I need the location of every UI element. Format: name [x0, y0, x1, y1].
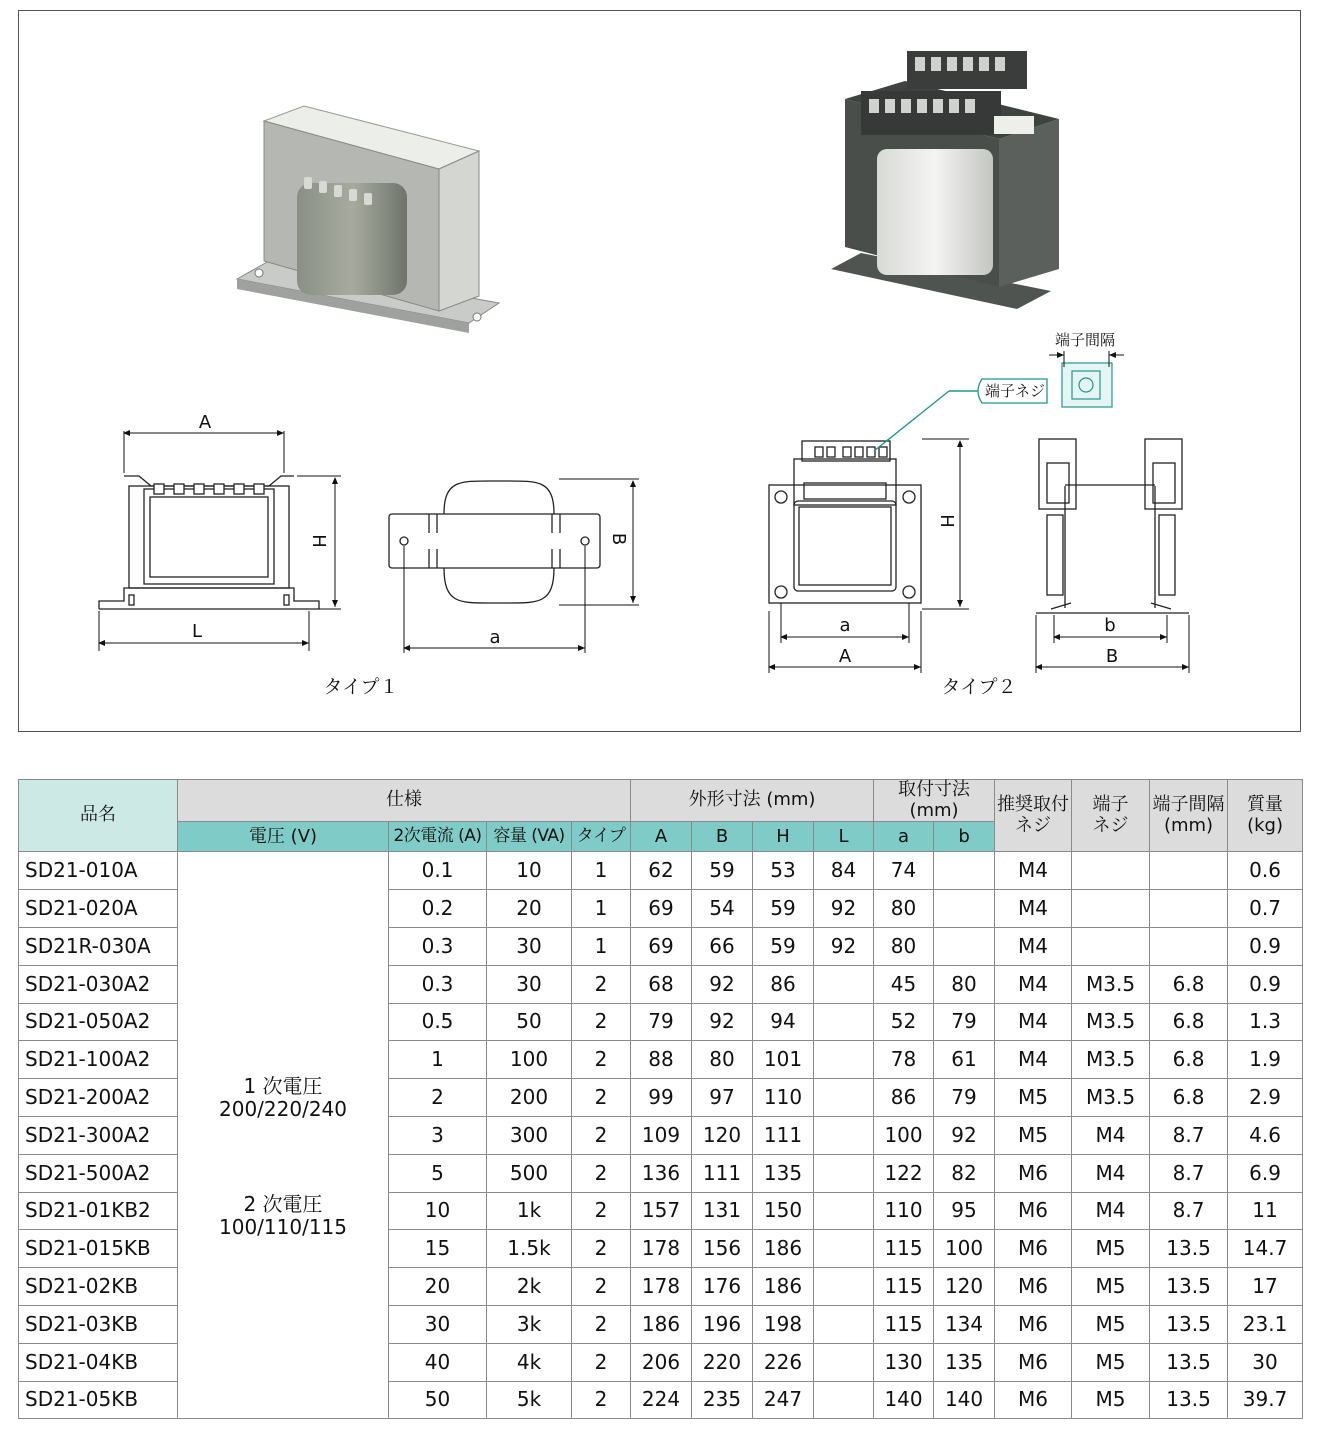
cell-product-name: SD21-020A	[19, 890, 178, 928]
cell-mount-screw: M6	[995, 1230, 1072, 1268]
table-body	[19, 852, 1303, 1419]
cell-dim-A: 224	[631, 1381, 692, 1419]
cell-mount-screw: M6	[995, 1343, 1072, 1381]
cell-dim-B: 235	[692, 1381, 753, 1419]
cell-terminal-screw	[1072, 890, 1150, 928]
cell-type: 2	[572, 1041, 631, 1079]
cell-dim-a: 115	[874, 1268, 934, 1306]
cell-terminal-screw: M3.5	[1072, 1079, 1150, 1117]
cell-product-name: SD21-015KB	[19, 1230, 178, 1268]
cell-secondary-current: 15	[389, 1230, 487, 1268]
type1-top-view	[389, 481, 600, 603]
cell-dim-A: 69	[631, 890, 692, 928]
cell-secondary-current: 3	[389, 1116, 487, 1154]
header-outer-dims: 外形寸法 (mm)	[631, 780, 874, 822]
cell-mass: 6.9	[1228, 1154, 1303, 1192]
header-voltage: 電圧 (V)	[178, 822, 389, 852]
header-secondary-current: 2次電流 (A)	[389, 822, 487, 852]
cell-dim-b: 92	[934, 1116, 995, 1154]
cell-capacity: 5k	[487, 1381, 572, 1419]
cell-secondary-current: 1	[389, 1041, 487, 1079]
spec-table	[18, 779, 1303, 1419]
type1-dim-A: A	[198, 412, 212, 433]
cell-capacity: 500	[487, 1154, 572, 1192]
cell-dim-A: 99	[631, 1079, 692, 1117]
cell-dim-a: 74	[874, 852, 934, 890]
cell-terminal-pitch: 13.5	[1150, 1305, 1228, 1343]
cell-dim-L	[814, 1268, 874, 1306]
cell-dim-A: 178	[631, 1230, 692, 1268]
cell-dim-H: 111	[753, 1116, 814, 1154]
cell-mass: 30	[1228, 1343, 1303, 1381]
header-mount-screw-line1: 推奨取付	[997, 794, 1070, 815]
cell-capacity: 10	[487, 852, 572, 890]
header-dim-b: b	[934, 822, 995, 852]
header-spec: 仕様	[178, 780, 631, 822]
cell-product-name: SD21-02KB	[19, 1268, 178, 1306]
cell-dim-a: 130	[874, 1343, 934, 1381]
cell-dim-B: 196	[692, 1305, 753, 1343]
cell-dim-L	[814, 1381, 874, 1419]
cell-product-name: SD21-03KB	[19, 1305, 178, 1343]
cell-type: 1	[572, 890, 631, 928]
cell-dim-L	[814, 1116, 874, 1154]
cell-dim-H: 53	[753, 852, 814, 890]
header-dim-H: H	[753, 822, 814, 852]
cell-dim-H: 59	[753, 927, 814, 965]
cell-capacity: 300	[487, 1116, 572, 1154]
cell-terminal-screw: M4	[1072, 1192, 1150, 1230]
header-dim-A: A	[631, 822, 692, 852]
cell-type: 2	[572, 1003, 631, 1041]
cell-dim-B: 54	[692, 890, 753, 928]
cell-product-name: SD21-100A2	[19, 1041, 178, 1079]
cell-terminal-screw: M3.5	[1072, 1041, 1150, 1079]
cell-dim-B: 92	[692, 965, 753, 1003]
cell-mass: 11	[1228, 1192, 1303, 1230]
cell-capacity: 1.5k	[487, 1230, 572, 1268]
cell-dim-H: 59	[753, 890, 814, 928]
cell-dim-b: 95	[934, 1192, 995, 1230]
type2-front-view	[769, 441, 921, 603]
cell-product-name: SD21-050A2	[19, 1003, 178, 1041]
cell-dim-H: 186	[753, 1268, 814, 1306]
cell-dim-A: 69	[631, 927, 692, 965]
cell-type: 2	[572, 1381, 631, 1419]
cell-mount-screw: M6	[995, 1154, 1072, 1192]
terminal-callout	[874, 351, 1124, 451]
cell-secondary-current: 10	[389, 1192, 487, 1230]
cell-dim-A: 186	[631, 1305, 692, 1343]
cell-terminal-pitch: 8.7	[1150, 1116, 1228, 1154]
cell-type: 2	[572, 1230, 631, 1268]
cell-dim-B: 131	[692, 1192, 753, 1230]
header-product-name: 品名	[19, 780, 178, 852]
cell-mount-screw: M4	[995, 890, 1072, 928]
secondary-voltage-label: 2 次電圧	[243, 1192, 323, 1217]
cell-secondary-current: 0.3	[389, 965, 487, 1003]
cell-product-name: SD21-200A2	[19, 1079, 178, 1117]
cell-product-name: SD21-04KB	[19, 1343, 178, 1381]
cell-dim-b: 79	[934, 1079, 995, 1117]
cell-capacity: 3k	[487, 1305, 572, 1343]
cell-dim-B: 97	[692, 1079, 753, 1117]
cell-terminal-screw: M5	[1072, 1230, 1150, 1268]
cell-product-name: SD21R-030A	[19, 927, 178, 965]
cell-product-name: SD21-01KB2	[19, 1192, 178, 1230]
cell-terminal-pitch: 6.8	[1150, 965, 1228, 1003]
cell-mass: 1.9	[1228, 1041, 1303, 1079]
cell-mount-screw: M4	[995, 965, 1072, 1003]
cell-dim-A: 88	[631, 1041, 692, 1079]
cell-type: 2	[572, 1343, 631, 1381]
cell-mount-screw: M5	[995, 1079, 1072, 1117]
type1-dim-B: B	[608, 532, 629, 546]
cell-type: 1	[572, 927, 631, 965]
cell-dim-b: 100	[934, 1230, 995, 1268]
cell-secondary-current: 0.5	[389, 1003, 487, 1041]
cell-dim-B: 92	[692, 1003, 753, 1041]
cell-capacity: 2k	[487, 1268, 572, 1306]
cell-capacity: 1k	[487, 1192, 572, 1230]
cell-terminal-screw: M4	[1072, 1154, 1150, 1192]
cell-mount-screw: M4	[995, 852, 1072, 890]
cell-dim-A: 136	[631, 1154, 692, 1192]
cell-dim-a: 122	[874, 1154, 934, 1192]
cell-dim-L	[814, 1230, 874, 1268]
type1-front-view	[99, 476, 319, 609]
cell-dim-L	[814, 1192, 874, 1230]
cell-dim-B: 80	[692, 1041, 753, 1079]
cell-secondary-current: 5	[389, 1154, 487, 1192]
cell-mass: 0.9	[1228, 965, 1303, 1003]
cell-dim-b: 80	[934, 965, 995, 1003]
table-row	[19, 852, 1303, 890]
cell-dim-A: 79	[631, 1003, 692, 1041]
cell-dim-B: 120	[692, 1116, 753, 1154]
cell-mount-screw: M4	[995, 927, 1072, 965]
type1-dim-H: H	[308, 534, 329, 548]
cell-mount-screw: M5	[995, 1116, 1072, 1154]
cell-product-name: SD21-300A2	[19, 1116, 178, 1154]
type2-transformer-photo	[831, 51, 1059, 309]
cell-dim-b: 135	[934, 1343, 995, 1381]
cell-secondary-current: 0.2	[389, 890, 487, 928]
cell-dim-B: 156	[692, 1230, 753, 1268]
cell-dim-B: 66	[692, 927, 753, 965]
cell-terminal-screw: M3.5	[1072, 965, 1150, 1003]
cell-secondary-current: 2	[389, 1079, 487, 1117]
cell-dim-a: 80	[874, 890, 934, 928]
cell-dim-L: 92	[814, 927, 874, 965]
cell-terminal-pitch	[1150, 927, 1228, 965]
type2-dim-H: H	[936, 514, 957, 528]
cell-mass: 0.6	[1228, 852, 1303, 890]
cell-dim-a: 78	[874, 1041, 934, 1079]
cell-mass: 14.7	[1228, 1230, 1303, 1268]
header-terminal-screw-line2: ネジ	[1092, 814, 1129, 836]
cell-dim-b	[934, 927, 995, 965]
cell-mass: 4.6	[1228, 1116, 1303, 1154]
cell-dim-A: 157	[631, 1192, 692, 1230]
type2-dim-B: B	[1105, 646, 1119, 667]
cell-mass: 23.1	[1228, 1305, 1303, 1343]
cell-dim-H: 247	[753, 1381, 814, 1419]
figure-drawing	[19, 11, 1302, 733]
cell-terminal-pitch: 6.8	[1150, 1079, 1228, 1117]
type1-dim-a: a	[489, 627, 501, 648]
cell-type: 2	[572, 1154, 631, 1192]
type2-dim-A: A	[838, 646, 852, 667]
cell-dim-a: 80	[874, 927, 934, 965]
cell-mass: 2.9	[1228, 1079, 1303, 1117]
cell-dim-b	[934, 890, 995, 928]
cell-dim-H: 135	[753, 1154, 814, 1192]
cell-dim-a: 115	[874, 1305, 934, 1343]
secondary-voltage-value: 100/110/115	[219, 1215, 347, 1240]
cell-terminal-screw: M5	[1072, 1305, 1150, 1343]
header-capacity: 容量 (VA)	[487, 822, 572, 852]
type1-transformer-photo	[237, 106, 499, 333]
header-terminal-pitch-line1: 端子間隔	[1152, 794, 1225, 815]
header-mass-line1: 質量	[1247, 794, 1284, 815]
cell-mass: 1.3	[1228, 1003, 1303, 1041]
primary-voltage-value: 200/220/240	[219, 1097, 347, 1122]
cell-secondary-current: 40	[389, 1343, 487, 1381]
cell-dim-H: 198	[753, 1305, 814, 1343]
terminal-screw-label: 端子ネジ	[984, 382, 1046, 400]
cell-dim-L	[814, 1003, 874, 1041]
cell-secondary-current: 0.3	[389, 927, 487, 965]
cell-dim-L: 84	[814, 852, 874, 890]
cell-dim-b: 82	[934, 1154, 995, 1192]
cell-terminal-screw: M5	[1072, 1268, 1150, 1306]
header-mass-line2: (kg)	[1247, 814, 1283, 836]
cell-dim-A: 206	[631, 1343, 692, 1381]
cell-dim-L: 92	[814, 890, 874, 928]
header-dim-B: B	[692, 822, 753, 852]
cell-capacity: 30	[487, 965, 572, 1003]
cell-terminal-pitch: 6.8	[1150, 1041, 1228, 1079]
header-dim-L: L	[814, 822, 874, 852]
cell-dim-H: 186	[753, 1230, 814, 1268]
cell-capacity: 50	[487, 1003, 572, 1041]
voltage-spec-cell	[178, 852, 389, 1419]
header-terminal-screw	[1072, 780, 1150, 852]
header-terminal-pitch-line2: (mm)	[1163, 814, 1214, 836]
type1-top-dimension-lines	[404, 479, 639, 653]
cell-mount-screw: M6	[995, 1268, 1072, 1306]
cell-dim-a: 52	[874, 1003, 934, 1041]
cell-dim-B: 111	[692, 1154, 753, 1192]
header-terminal-pitch	[1150, 780, 1228, 852]
cell-secondary-current: 30	[389, 1305, 487, 1343]
cell-dim-a: 110	[874, 1192, 934, 1230]
cell-mount-screw: M4	[995, 1041, 1072, 1079]
cell-dim-L	[814, 1079, 874, 1117]
cell-dim-b: 140	[934, 1381, 995, 1419]
cell-mass: 39.7	[1228, 1381, 1303, 1419]
cell-dim-A: 62	[631, 852, 692, 890]
cell-terminal-pitch: 13.5	[1150, 1343, 1228, 1381]
cell-dim-a: 45	[874, 965, 934, 1003]
cell-dim-H: 226	[753, 1343, 814, 1381]
cell-dim-L	[814, 1305, 874, 1343]
type2-side-view	[1036, 439, 1189, 613]
cell-dim-b: 61	[934, 1041, 995, 1079]
cell-secondary-current: 20	[389, 1268, 487, 1306]
cell-secondary-current: 50	[389, 1381, 487, 1419]
cell-terminal-pitch	[1150, 890, 1228, 928]
cell-mass: 0.7	[1228, 890, 1303, 928]
cell-dim-A: 109	[631, 1116, 692, 1154]
cell-product-name: SD21-500A2	[19, 1154, 178, 1192]
type1-dimension-lines	[99, 431, 341, 651]
cell-dim-a: 140	[874, 1381, 934, 1419]
cell-type: 2	[572, 965, 631, 1003]
type2-dim-a: a	[839, 615, 851, 636]
cell-mass: 17	[1228, 1268, 1303, 1306]
cell-terminal-pitch: 6.8	[1150, 1003, 1228, 1041]
cell-terminal-screw	[1072, 927, 1150, 965]
cell-type: 2	[572, 1268, 631, 1306]
cell-mount-screw: M4	[995, 1003, 1072, 1041]
cell-type: 1	[572, 852, 631, 890]
cell-dim-L	[814, 965, 874, 1003]
header-mount-dims: 取付寸法 (mm)	[874, 780, 995, 822]
type1-dim-L: L	[191, 621, 203, 642]
cell-terminal-screw	[1072, 852, 1150, 890]
cell-secondary-current: 0.1	[389, 852, 487, 890]
cell-type: 2	[572, 1192, 631, 1230]
cell-dim-H: 110	[753, 1079, 814, 1117]
cell-dim-b: 120	[934, 1268, 995, 1306]
cell-dim-B: 220	[692, 1343, 753, 1381]
cell-dim-L	[814, 1154, 874, 1192]
cell-capacity: 100	[487, 1041, 572, 1079]
terminal-pitch-label: 端子間隔	[1054, 331, 1116, 349]
header-terminal-screw-line1: 端子	[1092, 794, 1129, 815]
cell-terminal-pitch: 13.5	[1150, 1381, 1228, 1419]
header-mass	[1228, 780, 1303, 852]
type1-caption: タイプ１	[323, 676, 399, 698]
cell-capacity: 4k	[487, 1343, 572, 1381]
cell-terminal-pitch: 13.5	[1150, 1268, 1228, 1306]
cell-product-name: SD21-010A	[19, 852, 178, 890]
cell-dim-L	[814, 1041, 874, 1079]
cell-terminal-screw: M4	[1072, 1116, 1150, 1154]
cell-type: 2	[572, 1079, 631, 1117]
cell-dim-H: 94	[753, 1003, 814, 1041]
cell-dim-H: 101	[753, 1041, 814, 1079]
primary-voltage-label: 1 次電圧	[243, 1074, 323, 1099]
cell-terminal-screw: M5	[1072, 1381, 1150, 1419]
cell-dim-b	[934, 852, 995, 890]
cell-terminal-pitch: 8.7	[1150, 1192, 1228, 1230]
cell-type: 2	[572, 1305, 631, 1343]
header-dim-a: a	[874, 822, 934, 852]
header-type: タイプ	[572, 822, 631, 852]
figure-panel	[18, 10, 1301, 732]
header-mount-screw-line2: ネジ	[1015, 814, 1052, 836]
cell-dim-B: 59	[692, 852, 753, 890]
cell-dim-A: 68	[631, 965, 692, 1003]
cell-dim-A: 178	[631, 1268, 692, 1306]
cell-terminal-pitch	[1150, 852, 1228, 890]
cell-capacity: 30	[487, 927, 572, 965]
cell-terminal-screw: M3.5	[1072, 1003, 1150, 1041]
cell-dim-B: 176	[692, 1268, 753, 1306]
cell-product-name: SD21-05KB	[19, 1381, 178, 1419]
cell-dim-L	[814, 1343, 874, 1381]
cell-dim-H: 86	[753, 965, 814, 1003]
cell-terminal-screw: M5	[1072, 1343, 1150, 1381]
cell-capacity: 20	[487, 890, 572, 928]
cell-dim-a: 86	[874, 1079, 934, 1117]
header-mount-screw	[995, 780, 1072, 852]
type2-caption: タイプ２	[941, 676, 1017, 698]
cell-terminal-pitch: 13.5	[1150, 1230, 1228, 1268]
cell-product-name: SD21-030A2	[19, 965, 178, 1003]
cell-dim-b: 79	[934, 1003, 995, 1041]
cell-dim-a: 115	[874, 1230, 934, 1268]
cell-dim-b: 134	[934, 1305, 995, 1343]
cell-dim-H: 150	[753, 1192, 814, 1230]
type2-dim-b: b	[1104, 615, 1116, 636]
cell-type: 2	[572, 1116, 631, 1154]
cell-mount-screw: M6	[995, 1305, 1072, 1343]
cell-mount-screw: M6	[995, 1192, 1072, 1230]
cell-dim-a: 100	[874, 1116, 934, 1154]
cell-terminal-pitch: 8.7	[1150, 1154, 1228, 1192]
cell-mass: 0.9	[1228, 927, 1303, 965]
cell-mount-screw: M6	[995, 1381, 1072, 1419]
cell-capacity: 200	[487, 1079, 572, 1117]
